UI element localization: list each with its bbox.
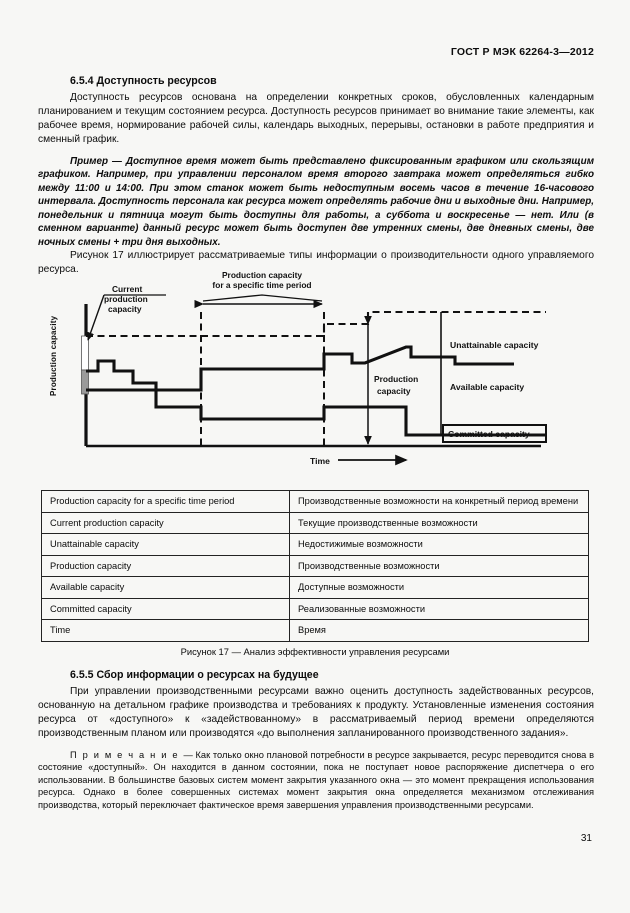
- page-header-standard: ГОСТ Р МЭК 62264-3—2012: [450, 46, 594, 58]
- table-cell-ru: Производственные возможности: [290, 555, 589, 577]
- table-row: [42, 577, 589, 599]
- committed-capacity-label: Committed capacity: [448, 429, 530, 439]
- current-capacity-leader: [88, 295, 104, 340]
- table-row: [42, 555, 589, 577]
- available-capacity-label: Available capacity: [450, 382, 525, 392]
- note-label: П р и м е ч а н и е: [70, 749, 184, 760]
- document-body: [38, 74, 594, 279]
- table-cell-en: Unattainable capacity: [42, 534, 290, 556]
- current-capacity-label-line1: Current: [112, 284, 143, 294]
- table-cell-en: Time: [42, 620, 290, 642]
- table-cell-ru: Недостижимые возможности: [290, 534, 589, 556]
- period-brace: [203, 295, 322, 301]
- current-capacity-label-line2: production: [104, 294, 148, 304]
- table-row: [42, 534, 589, 556]
- table-cell-en: Production capacity: [42, 555, 290, 577]
- current-capacity-label-line3: capacity: [108, 304, 142, 314]
- table-cell-en: Current production capacity: [42, 512, 290, 534]
- paragraph-6-5-4-2: Рисунок 17 иллюстрирует рассматриваемые типы информации о производительности одного управляемого ресурса.: [38, 250, 594, 275]
- table-cell-en: Committed capacity: [42, 598, 290, 620]
- page-number: 31: [580, 833, 592, 844]
- note-6-5-5: [38, 749, 594, 812]
- table-cell-en: Production capacity for a specific time period: [42, 491, 290, 513]
- table-row: [42, 491, 589, 513]
- note-text: — Как только окно плановой потребности в ресурсе закрывается, ресурс переводится снова в состояние «доступный». Он находится в данном состоянии, пока не поступает новое распоряжение диспетчера о его использовании. В большинстве базовых систем момент закрытия указанного окна — это момент прекращения использования ресурса. Однако в более совершенных системах момент закрытия окна определяется механизмом отслеживания производства, который переключает фактическое время завершения управления производственными ресурсами.: [38, 749, 595, 811]
- paragraph-6-5-5-1: При управлении производственными ресурсами важно оценить доступность задействованных ресурсов, основанную на детальном графике производства и требованиях к продукту. Установленные изменения состояния ресурса от «доступного» к «задействованному» в рассматриваемый период времени определяются производственным планом или производятся «до выполнения запланированного производственного задания».: [38, 686, 594, 739]
- figure-17: [38, 268, 594, 490]
- table-body: [42, 491, 589, 642]
- heading-6-5-4: 6.5.4 Доступность ресурсов: [70, 75, 217, 87]
- table-row: [42, 598, 589, 620]
- table-cell-ru: Доступные возможности: [290, 577, 589, 599]
- chart-y-axis-label: Production capacity: [49, 315, 58, 396]
- table-cell-ru: Реализованные возможности: [290, 598, 589, 620]
- paragraph-6-5-4-1: Доступность ресурсов основана на определении конкретных сроков, обусловленных календарным планированием и текущим состоянием ресурса. Доступность ресурсов принимает во внимание такие элементы, как рабочее время, нормирование рабочей силы, календарь выходных, перерывы, остановки в работе предприятия и сменный график.: [38, 92, 594, 145]
- table-cell-ru: Время: [290, 620, 589, 642]
- figure-legend-table: [41, 490, 589, 642]
- chart-x-axis-label: Time: [310, 456, 330, 466]
- document-body-lower: [38, 668, 594, 812]
- production-capacity-label-line1: Production: [374, 374, 419, 384]
- current-capacity-bar-upper: [82, 336, 89, 370]
- period-title-line1: Production capacity: [221, 270, 303, 280]
- unattainable-capacity-label: Unattainable capacity: [450, 340, 539, 350]
- production-capacity-label-line2: capacity: [377, 386, 411, 396]
- table-cell-ru: Текущие производственные возможности: [290, 512, 589, 534]
- table-cell-en: Available capacity: [42, 577, 290, 599]
- heading-6-5-5: 6.5.5 Сбор информации о ресурсах на будущее: [70, 669, 319, 681]
- period-title-line2: for a specific time period: [212, 280, 312, 290]
- table-cell-ru: Производственные возможности на конкретный период времени: [290, 491, 589, 513]
- unattainable-boundary-line: [86, 312, 546, 336]
- example-6-5-4: Пример — Доступное время может быть представлено фиксированным графиком или скользящим графиком. Например, при управлении персоналом время второго завтрака может определяться гибко между 11:00 и 14:00. При этом станок может быть недоступным восемь часов в течение 16-часового интервала. Доступность персонала как ресурса может определять рабочие дни и выходные дни. Например, понедельник и пятница могут быть доступны для работы, а суббота и воскресенье — нет. Или (в сменном варианте) данный ресурс может быть доступен две утренних смены, две дневных смены, две ночных смены + три дня выходных.: [38, 155, 594, 248]
- table-row: [42, 512, 589, 534]
- table-row: [42, 620, 589, 642]
- figure-caption: Рисунок 17 — Анализ эффективности управления ресурсами: [180, 646, 450, 657]
